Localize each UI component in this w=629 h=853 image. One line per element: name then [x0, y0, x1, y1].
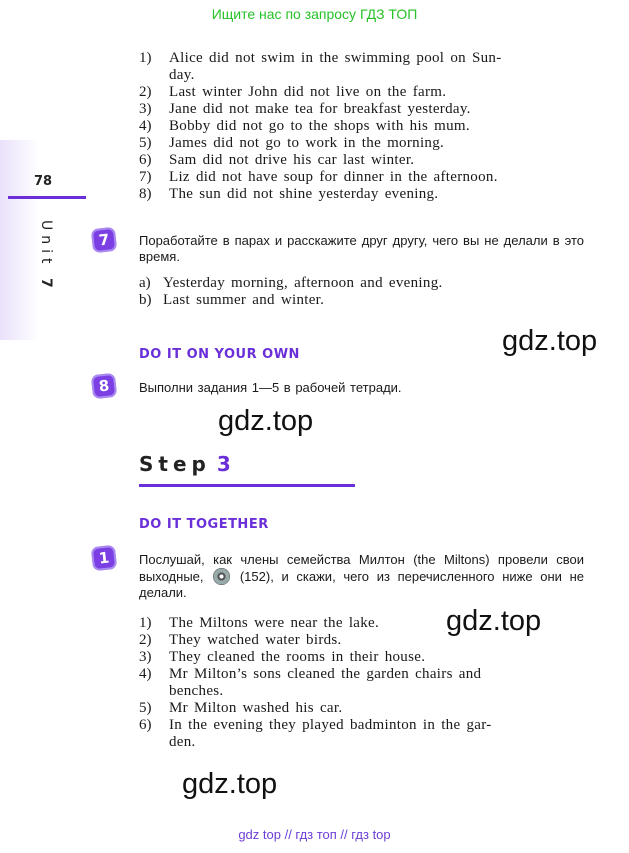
list-item: 2) They watched water birds.: [139, 632, 342, 648]
top-banner[interactable]: Ищите нас по запросу ГДЗ ТОП: [211, 6, 418, 22]
section-do-it-together: DO IT TOGETHER: [139, 517, 269, 532]
page-rule: [8, 196, 86, 199]
list-item: 8) The sun did not shine yesterday evening.: [139, 186, 439, 202]
task-1-badge: 1: [91, 545, 117, 571]
step-number: 3: [216, 452, 236, 476]
watermark: gdz.top: [446, 605, 542, 637]
page-number: 78: [34, 174, 53, 189]
list-item: 6) Sam did not drive his car last winter.: [139, 152, 415, 168]
list-item: 4) Mr Milton’s sons cleaned the garden chairs and: [139, 666, 482, 682]
list-item: 1) The Miltons were near the lake.: [139, 615, 380, 631]
list-item: 5) James did not go to work in the morning.: [139, 135, 445, 151]
list-item: 3) They cleaned the rooms in their house.: [139, 649, 426, 665]
watermark: gdz.top: [218, 405, 314, 437]
watermark: gdz.top: [502, 325, 598, 357]
list-item: 2) Last winter John did not live on the farm.: [139, 84, 447, 100]
unit-label: [38, 220, 54, 293]
list-item: 6) In the evening they played badminton in the gar-: [139, 717, 492, 733]
task-1-instruction-part1: Послушай, как члены семейства Милтон (the Miltons) провели свои выходные,: [139, 552, 584, 584]
list-item: 5) Mr Milton washed his car.: [139, 700, 343, 716]
list-item: 1) Alice did not swim in the swimming pool on Sun-: [139, 50, 502, 66]
list-item: den.: [169, 734, 196, 750]
exercise-list-a: [139, 50, 584, 203]
cd-audio-icon[interactable]: [213, 568, 230, 585]
bottom-banner[interactable]: gdz top // гдз топ // гдз top: [238, 827, 391, 842]
watermark: gdz.top: [182, 768, 278, 800]
task-1-instruction-part2: (152), и скажи, чего из перечисленного ниже они не делали.: [139, 569, 584, 600]
list-item: 7) Liz did not have soup for dinner in the afternoon.: [139, 169, 498, 185]
side-shade: [0, 140, 40, 340]
section-do-it-on-your-own: DO IT ON YOUR OWN: [139, 347, 300, 362]
list-item: 4) Bobby did not go to the shops with his mum.: [139, 118, 470, 134]
step-rule: [139, 484, 355, 487]
list-item: benches.: [169, 683, 224, 699]
unit-word: Unit: [38, 220, 54, 269]
list-item: 3) Jane did not make tea for breakfast yesterday.: [139, 101, 471, 117]
task-8-instruction: Выполни задания 1—5 в рабочей тетради.: [139, 380, 402, 395]
task-8-badge: 8: [91, 373, 117, 399]
list-item: day.: [169, 67, 195, 83]
task-1-instruction: [139, 552, 584, 601]
list-item: b) Last summer and winter.: [139, 292, 325, 308]
task-7-instruction: Поработайте в парах и расскажите друг другу, чего вы не делали в это время.: [139, 233, 584, 264]
unit-number: 7: [38, 277, 54, 293]
task-7-badge: 7: [91, 227, 117, 253]
task-7-list: [139, 275, 584, 309]
step-word: Step: [139, 452, 211, 476]
list-item: a) Yesterday morning, afternoon and evening.: [139, 275, 443, 291]
step-title: [139, 452, 236, 476]
